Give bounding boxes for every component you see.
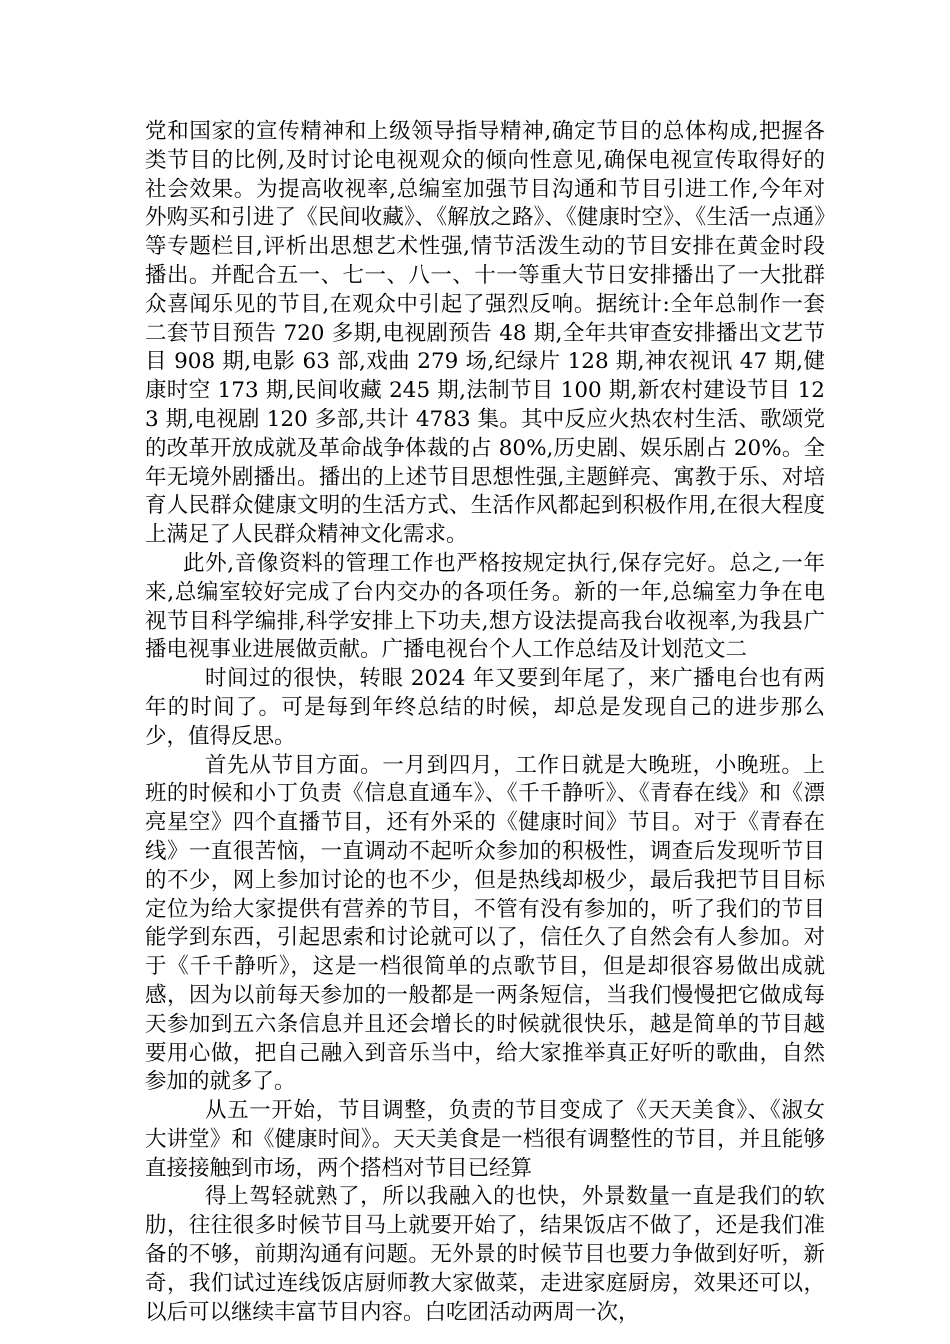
paragraph-programs-jan-apr: 首先从节目方面。一月到四月，工作日就是大晚班，小晚班。上班的时候和小丁负责《信息直通车》、《千千静听》、《青春在线》和《漂亮星空》四个直播节目，还有外采的《健康时间》节目。对于《青春在线》一直很苦恼，一直调动不起听众参加的积极性，调查后发现听节目的不少，网上参加讨论的也不少，但是热线却极少，最后我把节目目标定位为给大家提供有营养的节目，不管有没有参加的，听了我们的节目能学到东西，引起思索和讨论就可以了，信任久了自然会有人参加。对于《千千静听》，这是一档很简单的点歌节目，但是却很容易做出成就感，因为以前每天参加的一般都是一两条短信，当我们慢慢把它做成每天参加到五六条信息并且还会增长的时候就很快乐，越是简单的节目越要用心做，把自己融入到音乐当中，给大家推举真正好听的歌曲，自然参加的就多了。 [145,752,825,1095]
paragraph-archive-summary: 此外,音像资料的管理工作也严格按规定执行,保存完好。总之,一年来,总编室较好完成了台内交办的各项任务。新的一年,总编室力争在电视节目科学编排,科学安排上下功夫,想方设法提高我台收视率,为我县广播电视事业进展做贡献。广播电视台个人工作总结及计划范文二 [145,550,825,663]
paragraph-food-program: 得上驾轻就熟了，所以我融入的也快，外景数量一直是我们的软肋，往往很多时候节目马上就要开始了，结果饭店不做了，还是我们准备的不够，前期沟通有问题。无外景的时候节目也要力争做到好听，新奇，我们试过连线饭店厨师教大家做菜，走进家庭厨房，效果还可以，以后可以继续丰富节目内容。白吃团活动两周一次， [145,1184,825,1325]
document-body [145,118,825,1327]
paragraph-year-reflection: 时间过的很快，转眼 2024 年又要到年尾了，来广播电台也有两年的时间了。可是每到年终总结的时候，却总是发现自己的进步那么少，值得反思。 [145,666,825,749]
paragraph-program-stats: 党和国家的宣传精神和上级领导指导精神,确定节目的总体构成,把握各类节目的比例,及时讨论电视观众的倾向性意见,确保电视宣传取得好的社会效果。为提高收视率,总编室加强节目沟通和节目引进工作,今年对外购买和引进了《民间收藏》、《解放之路》、《健康时空》、《生活一点通》等专题栏目,评析出思想艺术性强,情节活泼生动的节目安排在黄金时段播出。并配合五一、七一、八一、十一等重大节日安排播出了一大批群众喜闻乐见的节目,在观众中引起了强烈反响。据统计:全年总制作一套二套节目预告 720 多期,电视剧预告 48 期,全年共审查安排播出文艺节目 908 期,电影 63 部,戏曲 279 场,纪绿片 128 期,神农视讯 47 期,健康时空 173 期,民间收藏 245 期,法制节目 100 期,新农村建设节目 123 期,电视剧 120 多部,共计 4783 集。其中反应火热农村生活、歌颂党的改革开放成就及革命战争体裁的占 80%,历史剧、娱乐剧占 20%。全年无境外剧播出。播出的上述节目思想性强,主题鲜亮、寓教于乐、对培育人民群众健康文明的生活方式、生活作风都起到积极作用,在很大程度上满足了人民群众精神文化需求。 [145,119,825,548]
paragraph-programs-may: 从五一开始，节目调整，负责的节目变成了《天天美食》、《淑女大讲堂》和《健康时间》。天天美食是一档很有调整性的节目，并且能够直接接触到市场，两个搭档对节目已经算 [145,1098,825,1181]
